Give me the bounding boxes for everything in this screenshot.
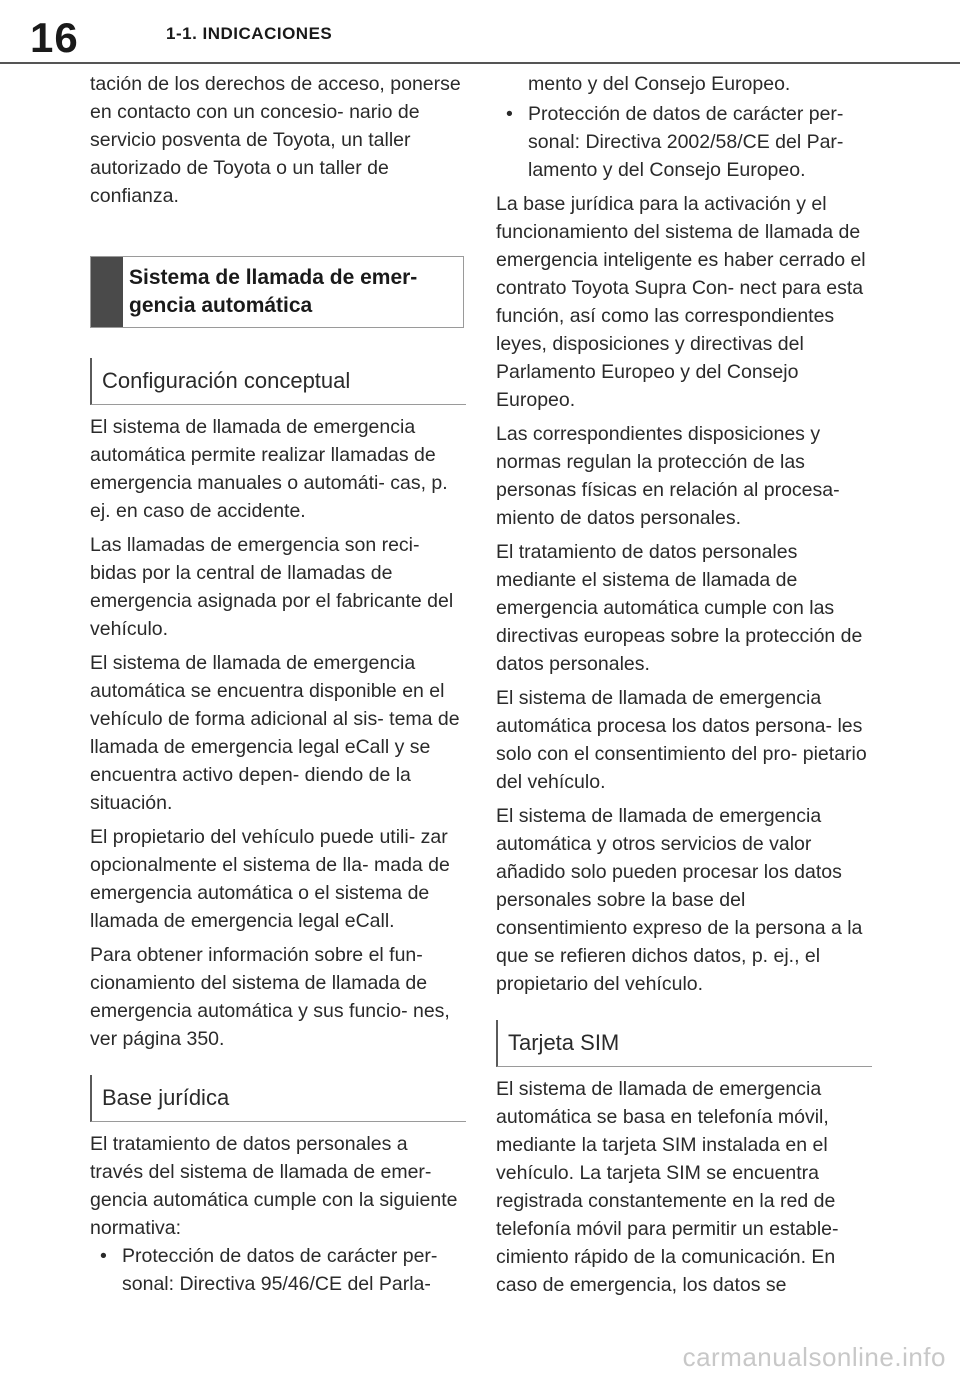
bullet-list bbox=[90, 1242, 466, 1298]
subheading-configuracion bbox=[90, 358, 466, 405]
paragraph: Las correspondientes disposiciones y normas regulan la protección de las personas físicas en relación al procesa- miento de datos personales. bbox=[496, 423, 840, 529]
section-box-heading bbox=[90, 256, 464, 328]
subheading-text: Tarjeta SIM bbox=[508, 1030, 620, 1055]
paragraph: El sistema de llamada de emergencia automática se encuentra disponible en el vehículo de forma adicional al sis- tema de llamada de emergencia legal eCall y se encuentra activo depen- diendo de la situación. bbox=[90, 652, 460, 814]
paragraph: El sistema de llamada de emergencia automática procesa los datos persona- les solo con el consentimiento del pro- pietario del vehículo. bbox=[496, 687, 867, 793]
intro-paragraph: tación de los derechos de acceso, ponerse en contacto con un concesio- nario de servicio posventa de Toyota, un taller autorizado de Toyota o un taller de confianza. bbox=[90, 73, 461, 207]
heading-bar bbox=[91, 257, 123, 327]
right-column bbox=[496, 70, 872, 1305]
list-item: • Protección de datos de carácter per- sonal: Directiva 2002/58/CE del Par- lamento y del Consejo Europeo. bbox=[496, 100, 872, 184]
list-item-continuation: mento y del Consejo Europeo. bbox=[528, 73, 791, 95]
paragraph: Las llamadas de emergencia son reci- bidas por la central de llamadas de emergencia asignada por el fabricante del vehículo. bbox=[90, 534, 454, 640]
watermark: carmanualsonline.info bbox=[682, 1342, 946, 1372]
paragraph: Para obtener información sobre el fun- cionamiento del sistema de llamada de emergencia automática y sus funcio- nes, ver página 350. bbox=[90, 944, 450, 1050]
paragraph: El sistema de llamada de emergencia automática permite realizar llamadas de emergencia manuales o automáti- cas, p. ej. en caso de accidente. bbox=[90, 416, 448, 522]
section-title: 1-1. INDICACIONES bbox=[166, 24, 333, 43]
paragraph: El propietario del vehículo puede utili- zar opcionalmente el sistema de lla- mada de emergencia automática o el sistema de llamada de emergencia legal eCall. bbox=[90, 826, 450, 932]
subheading-base-juridica bbox=[90, 1075, 466, 1122]
section-heading-text: Sistema de llamada de emer- gencia automática bbox=[129, 266, 418, 317]
paragraph: El sistema de llamada de emergencia automática se basa en telefonía móvil, mediante la tarjeta SIM instalada en el vehículo. La tarjeta SIM se encuentra registrada constantemente en la red de telefonía móvil para permitir un estable- cimiento rápido de la comunicación. En caso de emergencia, los datos se bbox=[496, 1078, 839, 1296]
subheading-text: Base jurídica bbox=[102, 1085, 230, 1110]
paragraph: La base jurídica para la activación y el funcionamiento del sistema de llamada de emergencia inteligente es haber cerrado el contrato Toyota Supra Con- nect para esta función, así como las correspondientes leyes, disposiciones y directivas del Parlamento Europeo y del Consejo Europeo. bbox=[496, 193, 866, 411]
page-number: 16 bbox=[30, 14, 79, 61]
page-header bbox=[0, 0, 960, 72]
paragraph: El sistema de llamada de emergencia automática y otros servicios de valor añadido solo pueden procesar los datos personales sobre la base del consentimiento expreso de la persona a la que se refieren dichos datos, p. ej., el propietario del vehículo. bbox=[496, 805, 863, 995]
left-column bbox=[90, 70, 466, 1304]
header-rule bbox=[0, 62, 960, 64]
paragraph: El tratamiento de datos personales a través del sistema de llamada de emer- gencia automática cumple con la siguiente normativa: bbox=[90, 1133, 458, 1239]
bullet-list bbox=[496, 100, 872, 184]
subheading-text: Configuración conceptual bbox=[102, 368, 351, 393]
subheading-tarjeta-sim bbox=[496, 1020, 872, 1067]
paragraph: El tratamiento de datos personales mediante el sistema de llamada de emergencia automática cumple con las directivas europeas sobre la protección de datos personales. bbox=[496, 541, 863, 675]
list-item: • Protección de datos de carácter per- sonal: Directiva 95/46/CE del Parla- bbox=[90, 1242, 466, 1298]
